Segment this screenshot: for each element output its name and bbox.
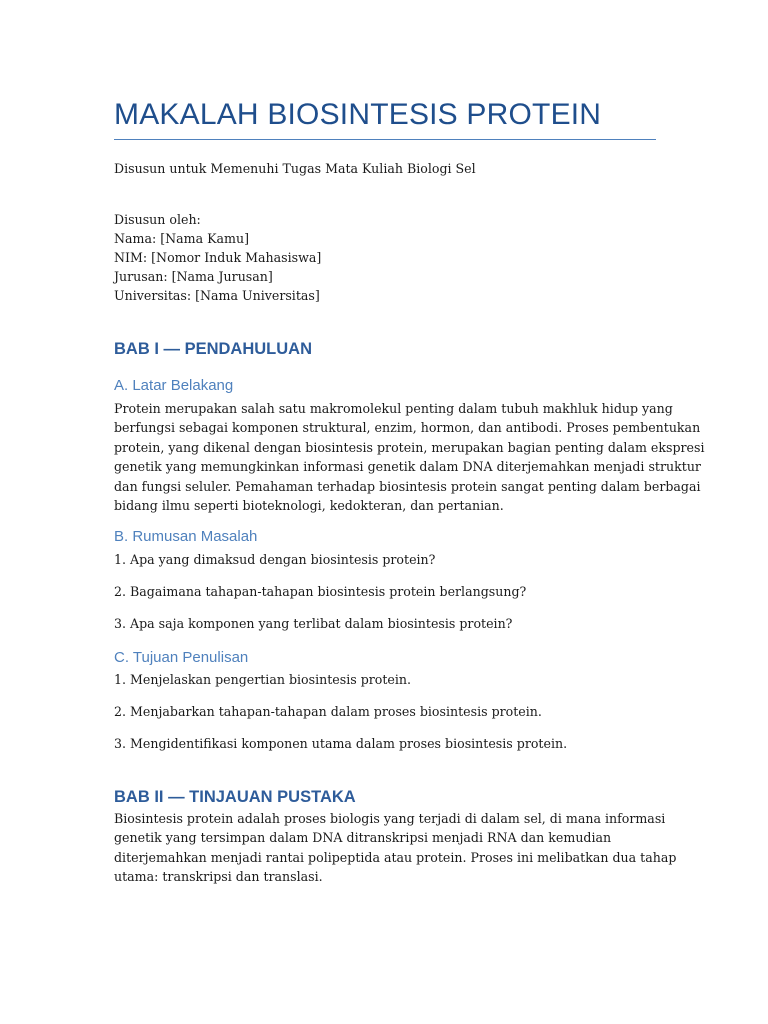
paragraph-line: bidang ilmu seperti bioteknologi, kedokteran, dan pertanian. (114, 498, 504, 514)
tujuan-item-3: 3. Mengidentifikasi komponen utama dalam proses biosintesis protein. (114, 736, 568, 751)
rumusan-item-2: 2. Bagaimana tahapan-tahapan biosintesis protein berlangsung? (114, 584, 527, 599)
bab2-heading: BAB II — TINJAUAN PUSTAKA (114, 788, 356, 806)
author-label: Disusun oleh: (114, 212, 201, 227)
latar-belakang-heading: A. Latar Belakang (114, 377, 234, 394)
paragraph-line: genetik yang memungkinkan informasi genetik dalam DNA diterjemahkan menjadi struktur (114, 459, 701, 475)
paragraph-line: diterjemahkan menjadi rantai polipeptida atau protein. Proses ini melibatkan dua tahap (114, 849, 677, 865)
rumusan-masalah-heading: B. Rumusan Masalah (114, 528, 258, 545)
paragraph-line: protein, yang dikenal dengan biosintesis protein, merupakan bagian penting dalam ekspresi (114, 439, 705, 455)
tujuan-item-2: 2. Menjabarkan tahapan-tahapan dalam proses biosintesis protein. (114, 704, 542, 719)
paragraph-line: Protein merupakan salah satu makromolekul penting dalam tubuh makhluk hidup yang (114, 401, 673, 416)
rumusan-item-3: 3. Apa saja komponen yang terlibat dalam biosintesis protein? (114, 616, 513, 631)
paragraph-line: Biosintesis protein adalah proses biologis yang terjadi di dalam sel, di mana informasi (114, 811, 666, 826)
author-universitas: Universitas: [Nama Universitas] (114, 288, 320, 303)
author-nim: NIM: [Nomor Induk Mahasiswa] (114, 250, 322, 265)
document-title: MAKALAH BIOSINTESIS PROTEIN (114, 98, 602, 131)
tujuan-item-1: 1. Menjelaskan pengertian biosintesis protein. (114, 672, 412, 687)
rumusan-item-1: 1. Apa yang dimaksud dengan biosintesis protein? (114, 552, 436, 567)
paragraph-line: genetik yang tersimpan dalam DNA ditranskripsi menjadi RNA dan kemudian (114, 830, 612, 846)
tujuan-penulisan-heading: C. Tujuan Penulisan (114, 649, 249, 666)
paragraph-line: dan fungsi seluler. Pemahaman terhadap biosintesis protein sangat penting dalam berbagai (114, 478, 701, 494)
bab1-heading: BAB I — PENDAHULUAN (114, 340, 312, 358)
title-underline (114, 139, 656, 140)
author-jurusan: Jurusan: [Nama Jurusan] (114, 269, 273, 284)
author-name: Nama: [Nama Kamu] (114, 231, 250, 246)
paragraph-line: utama: transkripsi dan translasi. (114, 869, 323, 885)
latar-belakang-paragraph (114, 399, 705, 515)
paragraph-line: berfungsi sebagai komponen struktural, enzim, hormon, dan antibodi. Proses pembentukan (114, 420, 701, 436)
subtitle: Disusun untuk Memenuhi Tugas Mata Kuliah Biologi Sel (114, 161, 476, 176)
tinjauan-pustaka-paragraph (114, 809, 677, 887)
